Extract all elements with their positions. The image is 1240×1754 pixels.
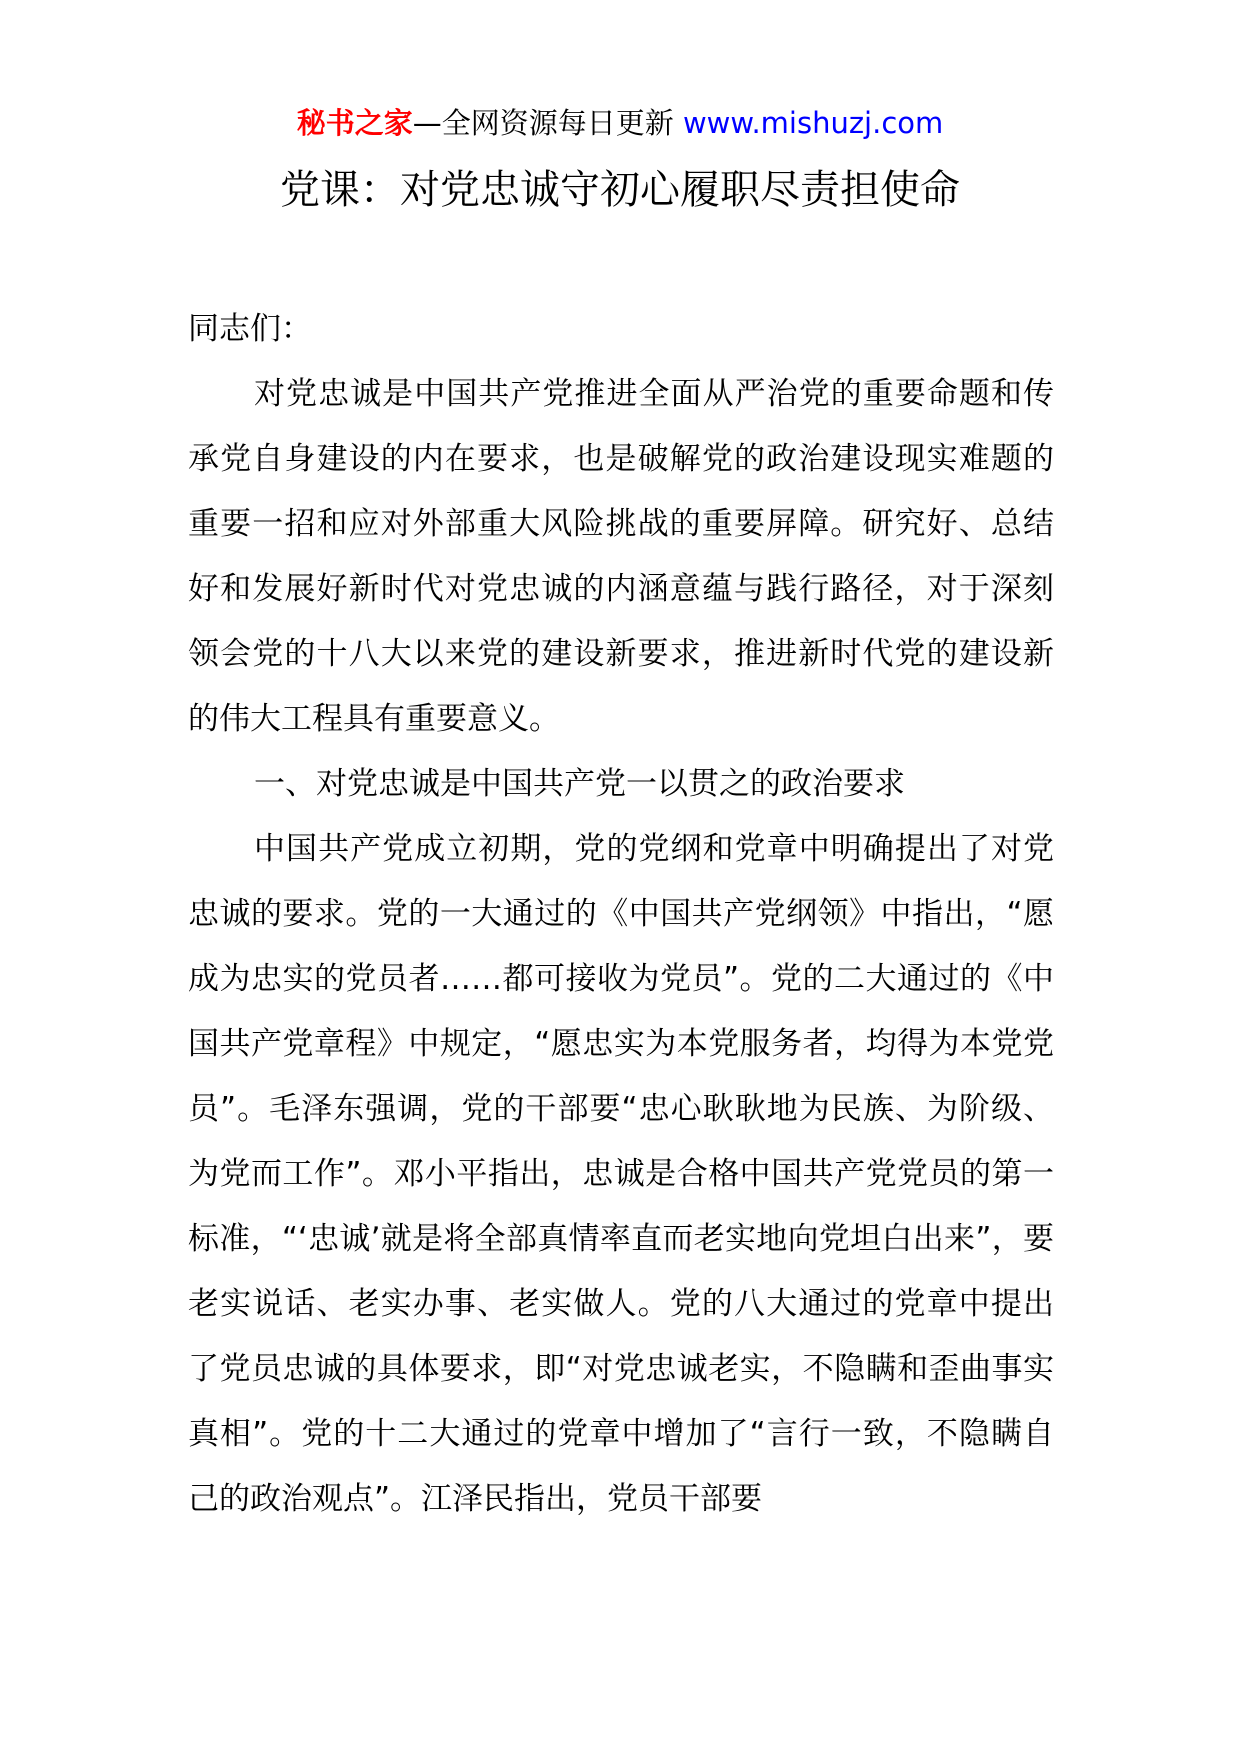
site-header (0, 103, 1240, 143)
site-url-link[interactable]: www.mishuzj.com (682, 106, 944, 140)
document-title: 党课：对党忠诚守初心履职尽责担使命 (280, 167, 960, 213)
header-tagline: —全网资源每日更新 (412, 106, 683, 140)
body-paragraph: 对党忠诚是中国共产党推进全面从严治党的重要命题和传承党自身建设的内在要求，也是破解党的政治建设现实难题的重要一招和应对外部重大风险挑战的重要屏障。研究好、总结好和发展好新时代对党忠诚的内涵意蕴与践行路径，对于深刻领会党的十八大以来党的建设新要求，推进新时代党的建设新的伟大工程具有重要意义。 (188, 376, 1054, 737)
salutation: 同志们： (188, 311, 312, 347)
brand-name: 秘书之家 (296, 106, 413, 140)
document-body (188, 297, 1054, 1532)
body-paragraph: 中国共产党成立初期，党的党纲和党章中明确提出了对党忠诚的要求。党的一大通过的《中国共产党纲领》中指出，“愿成为忠实的党员者……都可接收为党员”。党的二大通过的《中国共产党章程》中规定，“愿忠实为本党服务者，均得为本党党员”。毛泽东强调，党的干部要“忠心耿耿地为民族、为阶级、为党而工作”。邓小平指出，忠诚是合格中国共产党党员的第一标准，“‘忠诚’就是将全部真情率直而老实地向党坦白出来”，要老实说话、老实办事、老实做人。党的八大通过的党章中提出了党员忠诚的具体要求，即“对党忠诚老实，不隐瞒和歪曲事实真相”。党的十二大通过的党章中增加了“言行一致，不隐瞒自己的政治观点”。江泽民指出，党员干部要 (188, 831, 1054, 1517)
section-heading: 一、对党忠诚是中国共产党一以贯之的政治要求 (254, 766, 905, 802)
